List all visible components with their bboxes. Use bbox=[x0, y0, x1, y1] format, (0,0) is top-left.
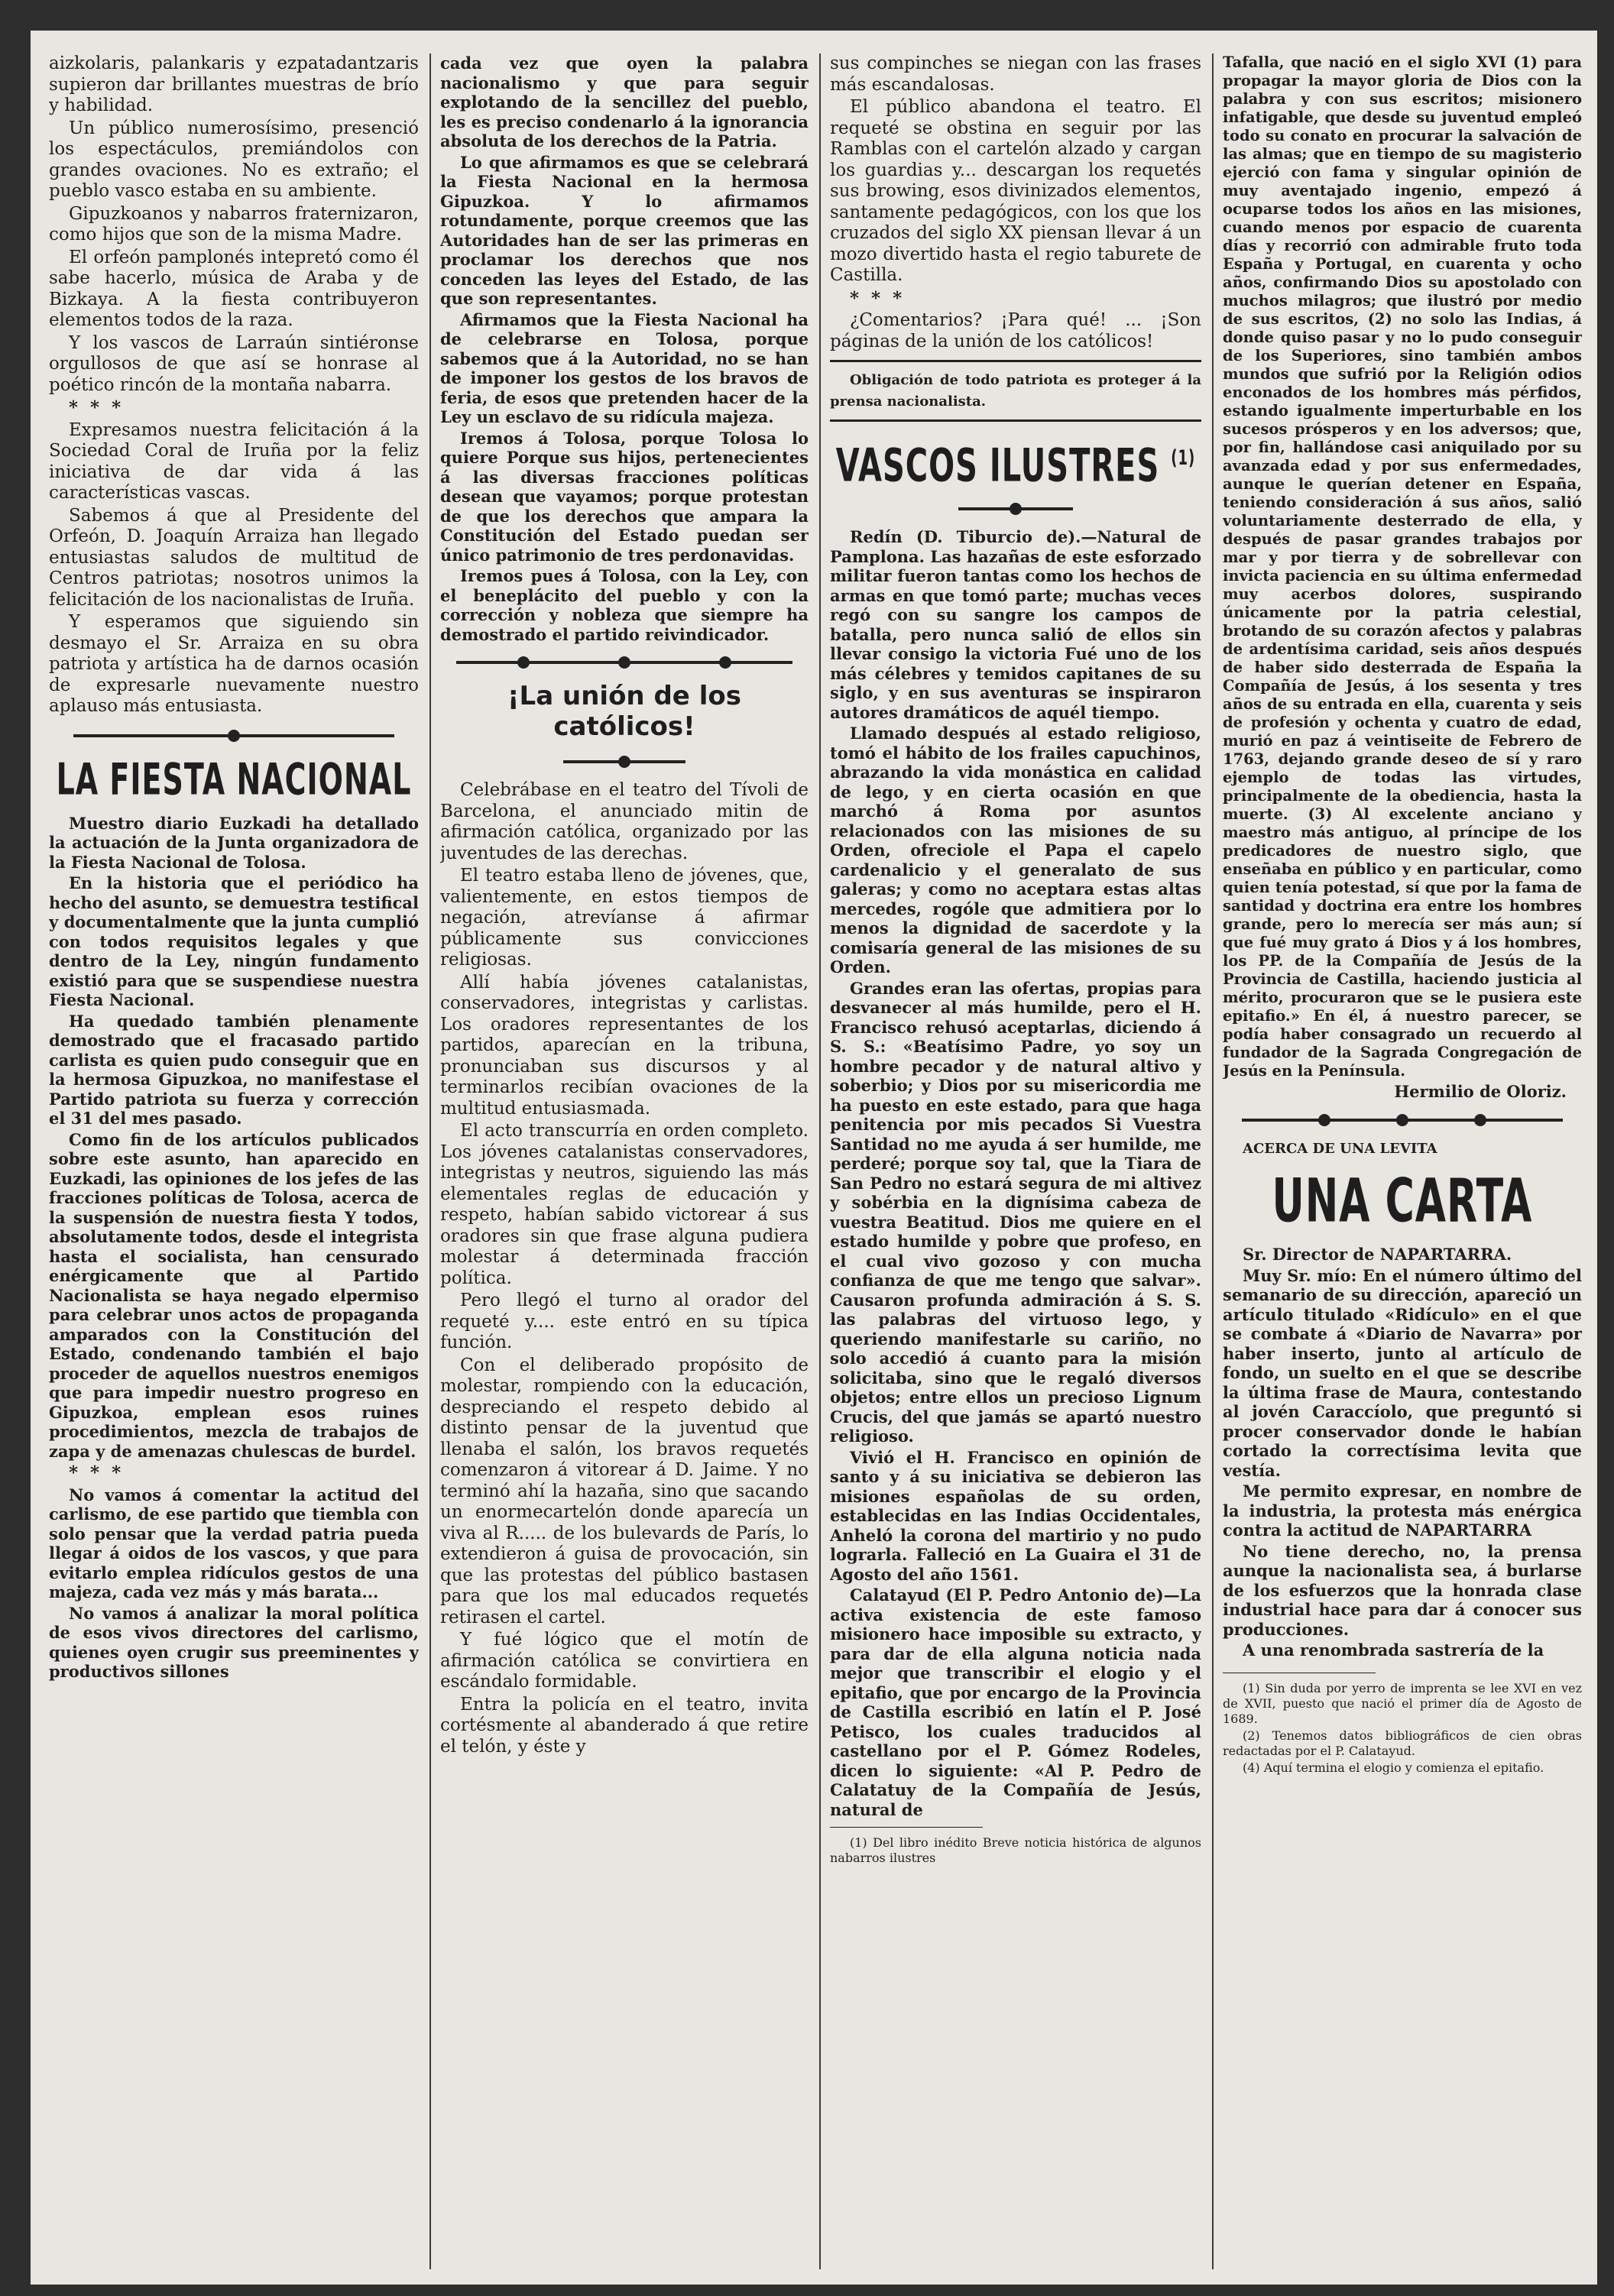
paragraph: Expresamos nuestra felicitación á la Sociedad Coral de Iruña por la feliz iniciativa de dar vida á las características vascas. bbox=[49, 419, 419, 503]
paragraph: Pero llegó el turno al orador del requeté y.... este entró en su típica función. bbox=[440, 1290, 809, 1352]
paragraph: El acto transcurría en orden completo. Los jóvenes catalanistas conservadores, integristas y neutros, siguiendo las más elementales reglas de educación y respeto, habían sabido victorear á sus oradores sin que frase alguna pudiera molestar á determinada fracción política. bbox=[440, 1121, 809, 1288]
paragraph: Sr. Director de NAPARTARRA. bbox=[1243, 1245, 1512, 1264]
paragraph: Sabemos á que al Presidente del Orfeón, D. Joaquín Arraiza han llegado entusiastas saludos de multitud de Centros patriotas; nosotros unimos la felicitación de los nacionalistas de Iruña. bbox=[49, 505, 419, 610]
headline-una-carta: UNA CARTA bbox=[1272, 1167, 1533, 1236]
divider bbox=[830, 419, 1201, 422]
paragraph: Con el deliberado propósito de molestar, rompiendo con la educación, despreciando el respeto debido al distinto pensar de la juventud que llenaba el salón, los bravos requetés comenzaron á vitorear á D. Jaime. Y no terminó ahí la hazaña, sino que sacando un enormecartelón donde aparecía un viva al R..... de los bulevards de París, lo extendieron á guisa de provocación, sin que las protestas del público bastasen para que los mal educados requetés retirasen el cartel. bbox=[440, 1355, 809, 1627]
footnote: (1) Sin duda por yerro de imprenta se lee XVI en vez de XVII, puesto que nació el primer día de Agosto de 1689. bbox=[1223, 1680, 1582, 1726]
column-4 bbox=[1223, 53, 1582, 2273]
paragraph: El teatro estaba lleno de jóvenes, que, valientemente, en estos tiempos de negación, atrevíanse á afirmar públicamente sus convicciones religiosas. bbox=[440, 866, 809, 970]
headline-la-fiesta-nacional: LA FIESTA NACIONAL bbox=[56, 753, 412, 805]
footnote: (2) Tenemos datos bibliográficos de cien obras redactadas por el P. Calatayud. bbox=[1223, 1728, 1582, 1758]
paragraph: Y esperamos que siguiendo sin desmayo el Sr. Arraiza en su obra patriota y artística ha de darnos ocasión de expresarle nuevamente nuestro aplauso más entusiasta. bbox=[49, 612, 419, 716]
paragraph: Grandes eran las ofertas, propias para desvanecer al más humilde, pero el H. Francisco rehusó aceptarlas, diciendo á S. S.: «Beatísimo Padre, yo soy un hombre pecador y de natural altivo y soberbio; y Dios por su misericordia me ha puesto en este estado, para que haga penitencia por mis pecados Si Vuestra Santidad no me ayuda á ser humilde, me perderé; porque soy tal, que la Tiara de San Pedro no estará segura de mi altivez y sobérbia en la dignísima cabeza de vuestra Beatitud. Dios me quiere en el estado humilde y pobre que profeso, en el cual vivo gozoso y con mucha confianza de que me tengo que salvar». Causaron profunda admiración á S. S. las palabras del virtuoso lego, y queriendo manifestarle su cariño, no solo accedió á cuanto para la misión solicitaba, sino que le regaló diversos objetos; entre ellos un precioso Lignum Crucis, del que jamás se apartó nuestro religioso. bbox=[830, 978, 1201, 1446]
kicker: ACERCA DE UNA LEVITA bbox=[1243, 1140, 1437, 1157]
paragraph: Y los vascos de Larraún sintiéronse orgullosos de que así se honrase al poético rincón de la montaña nabarra. bbox=[49, 332, 419, 395]
paragraph: El público abandona el teatro. El requeté se obstina en seguir por las Ramblas con el cartelón alzado y cargan los guardias y... descargan los requetés sus browing, esos divinizados elementos, santamente pedagógicos, con los que los cruzados del siglo XX piensan llevar á un mozo divertido hasta el regio taburete de Castilla. bbox=[830, 97, 1201, 285]
column-rule bbox=[1212, 53, 1214, 2269]
paragraph: En la historia que el periódico ha hecho del asunto, se demuestra testifical y documentalmente que la junta cumplió con todos requisitos legales y que dentro de la Ley, ningún fundamento existió para que se suspendiese nuestra Fiesta Nacional. bbox=[49, 873, 419, 1009]
footnote: (4) Aquí termina el elogio y comienza el epitafio. bbox=[1243, 1760, 1544, 1775]
paragraph: Gipuzkoanos y nabarros fraternizaron, como hijos que son de la misma Madre. bbox=[49, 203, 419, 244]
column-1 bbox=[49, 53, 419, 2273]
divider bbox=[830, 360, 1201, 362]
column-rule bbox=[819, 53, 821, 2269]
paragraph: Un público numerosísimo, presenció los espectáculos, premiándolos con grandes ovaciones. No es extraño; el pueblo vasco estaba en su ambiente. bbox=[49, 118, 419, 201]
paragraph: No vamos á comentar la actitud del carlismo, de ese partido que tiembla con solo pensar que la verdad patria pueda llegar á oidos de los vascos, y que para evitarlo emplea ridículos gestos de una majeza, cada vez más y más barata... bbox=[49, 1485, 419, 1601]
section-stars: * * * bbox=[69, 1462, 125, 1483]
paragraph: Me permito expresar, en nombre de la industria, la protesta más enérgica contra la actitud de NAPARTARRA bbox=[1223, 1482, 1582, 1540]
ornament-divider bbox=[563, 756, 685, 768]
paragraph: Muestro diario Euzkadi ha detallado la actuación de la Junta organizadora de la Fiesta Nacional de Tolosa. bbox=[49, 813, 419, 872]
ornament-divider bbox=[456, 656, 792, 669]
paragraph: Calatayud (El P. Pedro Antonio de)—La activa existencia de este famoso misionero hace imposible su extracto, y para dar de ella alguna noticia nada mejor que transcribir el elogio y el epitafio, que por encargo de la Provincia de Castilla escribió en latín el P. José Petisco, los cuales traducidos al castellano por el P. Gómez Rodeles, dicen lo siguiente: «Al P. Pedro de Calatatuy de la Compañía de Jesús, natural de bbox=[830, 1585, 1201, 1819]
paragraph: Redín (D. Tiburcio de).—Natural de Pamplona. Las hazañas de este esforzado militar fueron tantas como los hechos de armas en que tomó parte; muchas veces regó con su sangre los campos de batalla, pero nunca salió de ellos sin llevar consigo la victoria Fué uno de los más célebres y temidos capitanes de su siglo, y en sus aventuras se inspiraron autores dramáticos de aquél tiempo. bbox=[830, 527, 1201, 722]
section-stars: * * * bbox=[69, 397, 125, 418]
column-rule bbox=[429, 53, 431, 2269]
paragraph: Lo que afirmamos es que se celebrará la Fiesta Nacional en la hermosa Gipuzkoa. Y lo afirmamos rotundamente, porque creemos que las Autoridades han de ser las primeras en proclamar los derechos que nos conceden las leyes del Estado, de las que son representantes. bbox=[440, 152, 809, 308]
paragraph: Y fué lógico que el motín de afirmación católica se convirtiera en escándalo formidable. bbox=[440, 1630, 809, 1692]
paragraph: Llamado después al estado religioso, tomó el hábito de los frailes capuchinos, abrazando la vida monástica en calidad de lego, y en cierta ocasión en que marchó á Roma por asuntos relacionados con las misiones de su Orden, ofreciole el Papa el capelo cardenalicio y el generalato de sus galeras; y como no aceptara estas altas mercedes, rogóle que admitiera por lo menos la dignidad de sacerdote y la comisaría general de las misiones de su Orden. bbox=[830, 724, 1201, 977]
footnote-marker: (1) bbox=[1171, 446, 1196, 471]
newspaper-page bbox=[31, 31, 1597, 2285]
divider bbox=[830, 1827, 983, 1828]
headline-la-union-de-los-catolicos: ¡La unión de los católicos! bbox=[507, 681, 741, 742]
paragraph: El orfeón pamplonés intepretó como él sabe hacerlo, música de Araba y de Bizkaya. A la fiesta contribuyeron elementos todos de la raza. bbox=[49, 247, 419, 330]
headline-text: VASCOS ILUSTRES bbox=[835, 439, 1160, 493]
paragraph: A una renombrada sastrería de la bbox=[1243, 1640, 1544, 1660]
paragraph: Ha quedado también plenamente demostrado que el fracasado partido carlista es quien pudo conseguir que en la hermosa Gipuzkoa, no manifestase el Partido patriota su fuerza y corrección el 31 del mes pasado. bbox=[49, 1011, 419, 1128]
section-stars: * * * bbox=[850, 287, 906, 309]
paragraph: No vamos á analizar la moral política de esos vivos directores del carlismo, quienes oyen crugir sus preeminentes y productivos sillones bbox=[49, 1603, 419, 1681]
paragraph: Afirmamos que la Fiesta Nacional ha de celebrarse en Tolosa, porque sabemos que á la Autoridad, no se han de imponer los gestos de los bravos de feria, de esos que pretenden hacer de la Ley un esclavo de su ridícula majeza. bbox=[440, 309, 809, 426]
paragraph: No tiene derecho, no, la prensa aunque la nacionalista sea, á burlarse de los esfuerzos que la honrada clase industrial hace para dar á conocer sus producciones. bbox=[1223, 1541, 1582, 1639]
headline-vascos-ilustres bbox=[830, 432, 1201, 492]
ornament-divider bbox=[73, 730, 394, 742]
paragraph: Entra la policía en el teatro, invita cortésmente al abanderado á que retire el telón, y éste y bbox=[440, 1694, 809, 1757]
paragraph: ¿Comentarios? ¡Para qué! ... ¡Son páginas de la unión de los católicos! bbox=[830, 310, 1201, 351]
footnote: (1) Del libro inédito Breve noticia histórica de algunos nabarros ilustres bbox=[830, 1835, 1201, 1866]
paragraph: cada vez que oyen la palabra nacionalismo y que para seguir explotando de la sencillez del pueblo, les es preciso condenarlo á la ignorancia absoluta de los derechos de la Patria. bbox=[440, 53, 809, 151]
paragraph: Tafalla, que nació en el siglo XVI (1) para propagar la mayor gloria de Dios con la palabra y con sus escritos; misionero infatigable, que desde su juventud empleó todo su conato en procurar la salvación de las almas; que en tiempo de su magisterio ejerció con fama y singular opinión de muy aventajado ingenio, empezó á ocuparse todos los años en las misiones, cuando menos por espacio de cuarenta días y recorrió con admirable fruto toda España y Portugal, en cuarenta y ocho años, confirmando Dios su apostolado con muchos milagros; que ilustró por medio de sus escritos, (2) no solo las Indias, á donde quiso pasar y no lo pudo conseguir de los Superiores, sino también ambos mundos que sufrió por la Religión odios enconados de los hombres más pérfidos, estando igualmente imperturbable en los sucesos prósperos y en los adversos; que, por fin, hallándose casi aniquilado por su avanzada edad y por sus enfermedades, aunque le querían detener en España, teniendo consideración á sus años, salió voluntariamente desterrado de ella, y después de pasar grandes trabajos por mar y por tierra y de sobrellevar con invicta paciencia en su última enfermedad muy acerbos dolores, suspirando únicamente por la patria celestial, brotando de su corazón afectos y palabras de ardentísima caridad, seis años después de haber sido desterrada de España la Compañía de Jesús, á los sesenta y tres años de su entrada en ella, cuarenta y seis de profesión y ochenta y cuatro de edad, murió en paz á veintiseite de Febrero de 1763, dejando grande deseo de sí y raro ejemplo de todas las virtudes, principalmente de la obediencia, hasta la muerte. (3) Al excelente anciano y maestro más antiguo, al príncipe de los predicadores de nuestro siglo, que enseñaba en público y en particular, como quien tenía potestad, sí que por la fama de santidad y doctrina era entre los hombres grande, pero lo merecía ser más aun; sí que fué muy grato á Dios y á los hombres, los PP. de la Compañía de Jesús de la Provincia de Castilla, haciendo justicia al mérito, procuraron que se le pusiera este epitafio.» En él, á nuestro parecer, se podía haber consagrado un recuerdo al fundador de la Sagrada Congregación de Jesús en la Península. bbox=[1223, 53, 1582, 1080]
paragraph: Como fin de los artículos publicados sobre este asunto, han aparecido en Euzkadi, las opiniones de los jefes de las fracciones políticas de Tolosa, acerca de la suspensión de nuestra fiesta Y todos, absolutamente todos, desde el integrista hasta el socialista, han censurado enérgicamente que al Partido Nacionalista se haya negado elpermiso para celebrar unos actos de propaganda amparados con la Constitución del Estado, condenando también el bajo proceder de aquellos nuestros enemigos que para impedir nuestro progreso en Gipuzkoa, emplean esos ruines procedimientos, mezcla de trabajos de zapa y de amenazas chulescas de burdel. bbox=[49, 1129, 419, 1461]
signature: Hermilio de Oloriz. bbox=[1394, 1082, 1567, 1101]
paragraph: Iremos á Tolosa, porque Tolosa lo quiere Porque sus hijos, pertenecientes á las diversas fracciones políticas desean que vayamos; porque protestan de que los derechos que ampara la Constitución del Estado puedan ser único patrimonio de tres perdonavidas. bbox=[440, 428, 809, 565]
paragraph: sus compinches se niegan con las frases más escandalosas. bbox=[830, 53, 1201, 95]
notice-line: Obligación de todo patriota es proteger á la prensa nacionalista. bbox=[830, 372, 1201, 410]
paragraph: Iremos pues á Tolosa, con la Ley, con el beneplácito del pueblo y con la corrección y nobleza que siempre ha demostrado el partido reivindicador. bbox=[440, 566, 809, 644]
column-3 bbox=[830, 53, 1201, 2273]
paragraph: aizkolaris, palankaris y ezpatadantzaris supieron dar brillantes muestras de brío y habilidad. bbox=[49, 53, 419, 115]
paragraph: Allí había jóvenes catalanistas, conservadores, integristas y carlistas. Los oradores representantes de los partidos, aparecían en la tribuna, pronunciaban sus discursos y al terminarlos recibían ovaciones de la multitud entusiasmada. bbox=[440, 972, 809, 1119]
paragraph: Vivió el H. Francisco en opinión de santo y á su iniciativa se debieron las misiones españolas de su orden, establecidas en las Indias Occidentales, Anheló la corona del martirio y no pudo lograrla. Falleció en La Guaira el 31 de Agosto del año 1561. bbox=[830, 1447, 1201, 1584]
paragraph: Muy Sr. mío: En el número último del semanario de su dirección, apareció un artículo titulado «Ridículo» en el que se combate á «Diario de Navarra» por haber inserto, junto al artículo de fondo, un suelto en el que se describe la última frase de Maura, contestando al jovén Caraccíolo, que preguntó si procer conservador donde le habían cortado la correctísima levita que vestía. bbox=[1223, 1265, 1582, 1480]
paragraph: Celebrábase en el teatro del Tívoli de Barcelona, el anunciado mitin de afirmación católica, organizado por las juventudes de las derechas. bbox=[440, 780, 809, 863]
column-2 bbox=[440, 53, 809, 2273]
ornament-divider bbox=[958, 503, 1073, 515]
ornament-divider bbox=[1242, 1114, 1563, 1126]
